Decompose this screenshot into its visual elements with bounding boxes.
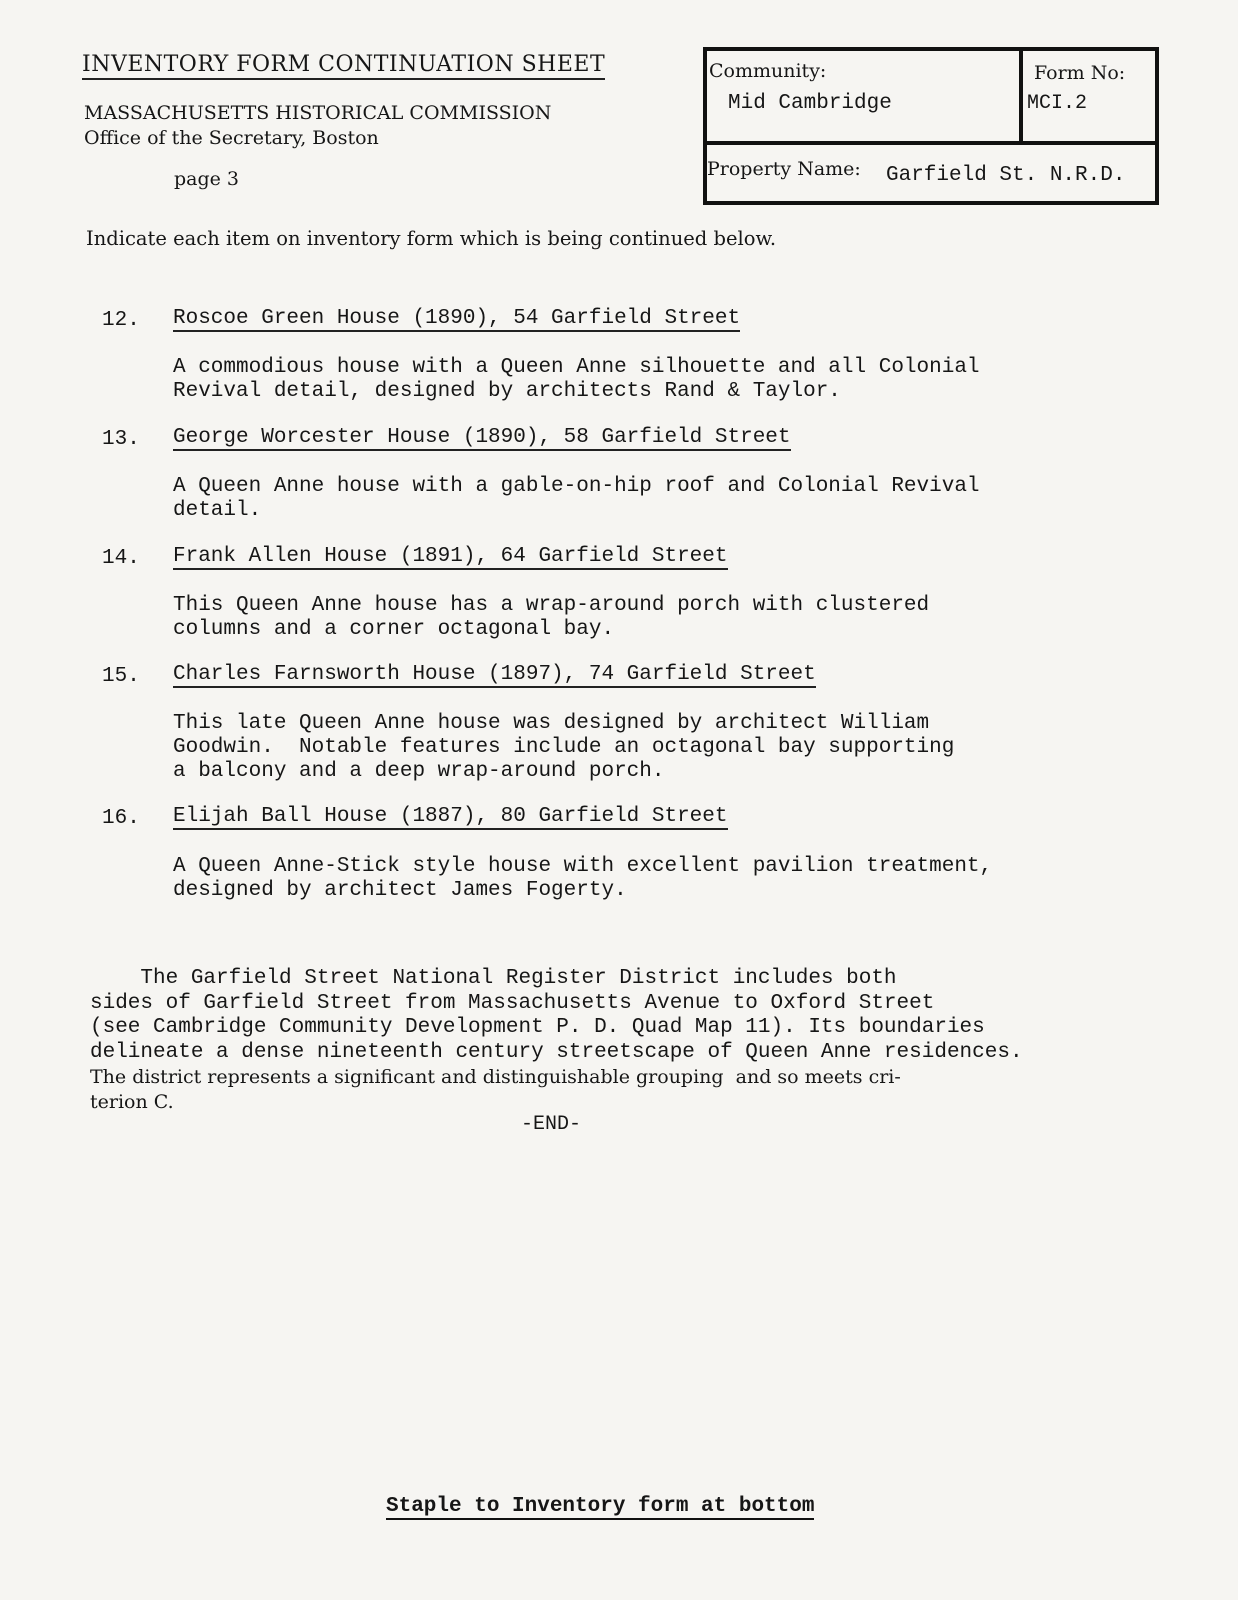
entry-description: A Queen Anne house with a gable-on-hip roof and Colonial Revival detail. [173, 475, 980, 522]
district-summary: The Garfield Street National Register District includes both sides of Garfield Street from Massachusetts Avenue to Oxford Street (see Cambridge Community Development P. D. Quad Map 11). Its boundaries delineate a dense nineteenth century streetscape of Queen Anne residences. [90, 967, 1023, 1064]
entry-description: This late Queen Anne house was designed by architect William Goodwin. Notable features include an octagonal bay supporting a balcony and a deep wrap-around porch. [173, 712, 955, 783]
form-number-label: Form No: [1034, 62, 1126, 84]
entry-number: 14. [102, 547, 140, 570]
entry-number: 13. [102, 428, 140, 451]
entry-number: 12. [102, 309, 140, 332]
form-title: INVENTORY FORM CONTINUATION SHEET [82, 52, 605, 80]
property-name-value: Garfield St. N.R.D. [886, 164, 1126, 187]
entry-title: Roscoe Green House (1890), 54 Garfield Street [173, 307, 741, 330]
entry-number: 15. [102, 665, 140, 688]
page-number: page 3 [174, 168, 240, 190]
staple-note: Staple to Inventory form at bottom [386, 1495, 815, 1518]
office-line: Office of the Secretary, Boston [84, 127, 379, 149]
community-value: Mid Cambridge [728, 92, 892, 115]
district-summary-tail: The district represents a significant and distinguishable grouping and so meets cri- terion C. [90, 1066, 901, 1113]
form-number-value: MCI.2 [1027, 92, 1088, 115]
commission-name: MASSACHUSETTS HISTORICAL COMMISSION [84, 102, 552, 124]
header-box-divider [703, 141, 1159, 145]
entry-description: A commodious house with a Queen Anne silhouette and all Colonial Revival detail, designed by architects Rand & Taylor. [173, 356, 980, 403]
header-box-divider [1019, 47, 1023, 143]
entry-title: Charles Farnsworth House (1897), 74 Garfield Street [173, 663, 816, 686]
community-label: Community: [709, 60, 827, 82]
property-name-label: Property Name: [707, 158, 861, 180]
entry-title: Frank Allen House (1891), 64 Garfield Street [173, 545, 728, 568]
end-mark: -END- [521, 1113, 582, 1136]
entry-description: A Queen Anne-Stick style house with excellent pavilion treatment, designed by architect James Fogerty. [173, 855, 993, 902]
entry-description: This Queen Anne house has a wrap-around porch with clustered columns and a corner octagonal bay. [173, 594, 930, 641]
entry-number: 16. [102, 807, 140, 830]
entry-title: Elijah Ball House (1887), 80 Garfield Street [173, 805, 728, 828]
instruction-text: Indicate each item on inventory form which is being continued below. [86, 227, 777, 250]
entry-title: George Worcester House (1890), 58 Garfield Street [173, 426, 791, 449]
